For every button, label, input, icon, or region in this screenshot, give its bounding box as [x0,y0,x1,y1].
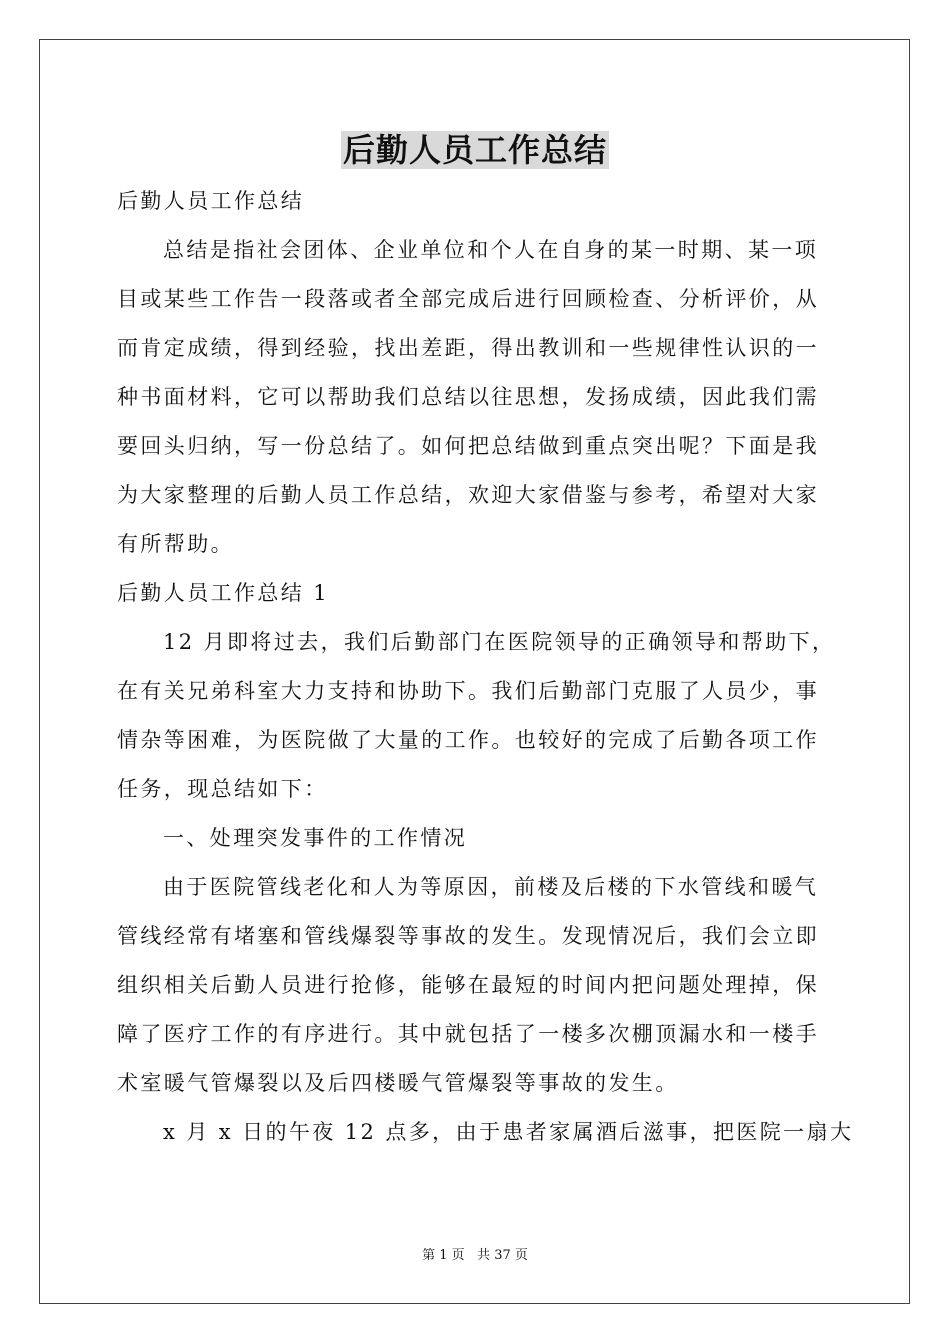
paragraph-line: 情杂等困难，为医院做了大量的工作。也较好的完成了后勤各项工作 [117,728,819,752]
paragraph-line: 在有关兄弟科室大力支持和协助下。我们后勤部门克服了人员少，事 [117,679,819,703]
paragraph-line: 种书面材料，它可以帮助我们总结以往思想，发扬成绩，因此我们需 [117,385,819,409]
paragraph-line: 有所帮助。 [117,532,234,556]
paragraph-line: 目或某些工作告一段落或者全部完成后进行回顾检查、分析评价，从 [117,287,819,311]
subsection-heading: 一、处理突发事件的工作情况 [163,826,468,850]
paragraph-line: 组织相关后勤人员进行抢修，能够在最短的时间内把问题处理掉，保 [117,973,819,997]
section-heading: 后勤人员工作总结 1 [117,581,330,605]
paragraph-line: x 月 x 日的午夜 12 点多，由于患者家属酒后滋事，把医院一扇大 [163,1120,854,1144]
paragraph-line: 由于医院管线老化和人为等原因，前楼及后楼的下水管线和暖气 [163,875,819,899]
document-title-text: 后勤人员工作总结 [342,131,607,169]
paragraph-line: 12 月即将过去，我们后勤部门在医院领导的正确领导和帮助下， [163,630,836,654]
paragraph-line: 术室暖气管爆裂以及后四楼暖气管爆裂等事故的发生。 [117,1071,679,1095]
paragraph-line: 为大家整理的后勤人员工作总结，欢迎大家借鉴与参考，希望对大家 [117,483,819,507]
document-body [117,177,854,1157]
section-heading: 后勤人员工作总结 [117,189,305,213]
document-title [0,126,950,174]
paragraph-line: 障了医疗工作的有序进行。其中就包括了一楼多次棚顶漏水和一楼手 [117,1022,819,1046]
paragraph-line: 管线经常有堵塞和管线爆裂等事故的发生。发现情况后，我们会立即 [117,924,819,948]
paragraph-line: 要回头归纳，写一份总结了。如何把总结做到重点突出呢？下面是我 [117,434,819,458]
paragraph-line: 而肯定成绩，得到经验，找出差距，得出教训和一些规律性认识的一 [117,336,819,360]
page-footer: 第 1 页 共 37 页 [422,1248,528,1263]
paragraph-line: 总结是指社会团体、企业单位和个人在自身的某一时期、某一项 [163,238,819,262]
paragraph-line: 任务，现总结如下： [117,777,328,801]
